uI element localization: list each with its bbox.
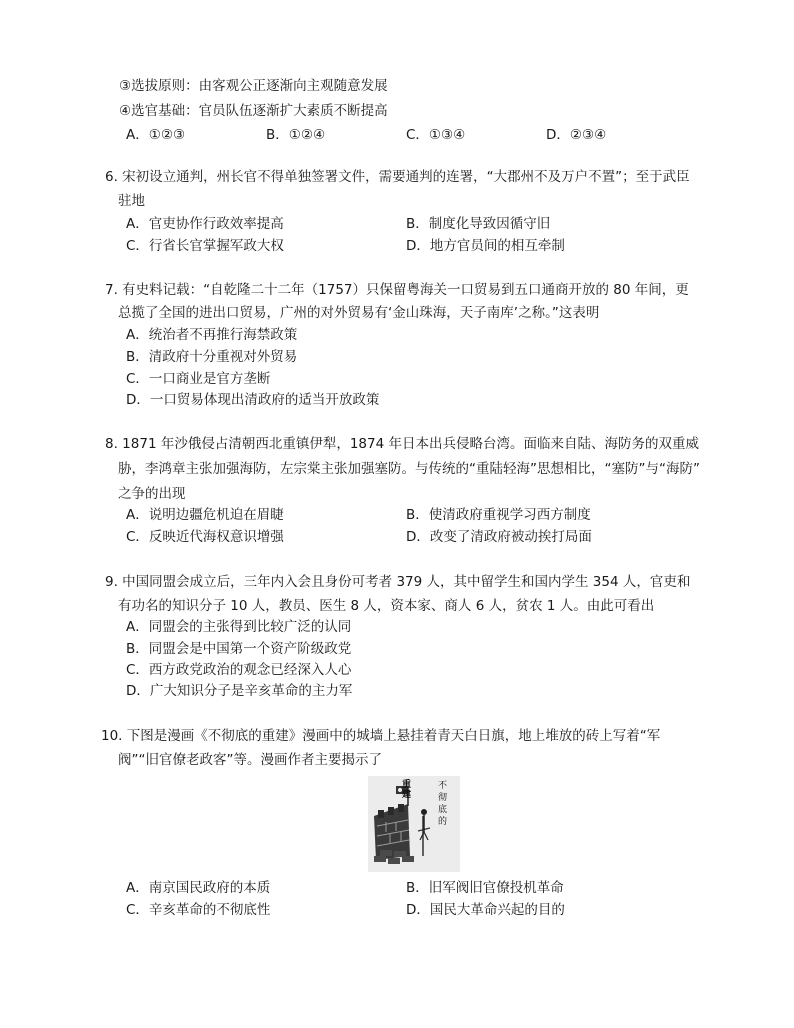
q10-option-b: B．旧军阀旧官僚投机革命 xyxy=(406,880,564,896)
q6-stem-line-1: 6. 宋初设立通判，州长官不得单独签署文件，需要通判的连署，“大郡州不及万户不置”；至于武臣 xyxy=(105,169,690,185)
q9-option-a: A．同盟会的主张得到比较广泛的认同 xyxy=(126,619,352,635)
q5-item-4: ④选官基础：官员队伍逐渐扩大素质不断提高 xyxy=(119,103,388,119)
q10-stem-line-1: 10. 下图是漫画《不彻底的重建》漫画中的城墙上悬挂着青天白日旗，地上堆放的砖上写着“军 xyxy=(101,728,661,744)
cartoon-char-jian: 建 xyxy=(402,790,412,800)
q7-stem-line-1: 7. 有史料记载：“自乾隆二十二年（1757）只保留粤海关一口贸易到五口通商开放的 80 年间，更 xyxy=(105,282,689,298)
q9-stem-line-1: 9. 中国同盟会成立后，三年内入会且身份可考者 379 人，其中留学生和国内学生 354 人，官吏和 xyxy=(105,574,691,590)
q9-option-b: B．同盟会是中国第一个资产阶级政党 xyxy=(126,641,352,657)
q8-option-b: B．使清政府重视学习西方制度 xyxy=(406,507,591,523)
q8-option-c: C．反映近代海权意识增强 xyxy=(126,529,284,545)
q10-option-c: C．辛亥革命的不彻底性 xyxy=(126,902,271,918)
q9-option-d: D．广大知识分子是辛亥革命的主力军 xyxy=(126,683,353,699)
q6-option-b: B．制度化导致因循守旧 xyxy=(406,216,551,232)
cartoon-char-zhong: 重 xyxy=(402,780,412,790)
cartoon-char-che: 彻 xyxy=(438,793,448,803)
q6-option-c: C．行省长官掌握军政大权 xyxy=(126,238,284,254)
cartoon-char-di: 底 xyxy=(438,805,448,815)
q5-option-b: B．①②④ xyxy=(266,127,326,143)
q10-stem-line-2: 阀”“旧官僚老政客”等。漫画作者主要揭示了 xyxy=(118,752,382,768)
q5-option-c: C．①③④ xyxy=(406,127,466,143)
q8-stem-line-3: 之争的出现 xyxy=(118,486,186,502)
q7-stem-line-2: 总揽了全国的进出口贸易，广州的对外贸易有‘金山珠海，天子南库’之称。”这表明 xyxy=(118,305,600,321)
q8-option-d: D．改变了清政府被动挨打局面 xyxy=(406,529,592,545)
q8-stem-line-1: 8. 1871 年沙俄侵占清朝西北重镇伊犁，1874 年日本出兵侵略台湾。面临来自陆、海防务的双重威 xyxy=(105,436,699,452)
q6-option-d: D．地方官员间的相互牵制 xyxy=(406,238,565,254)
q6-option-a: A．官吏协作行政效率提高 xyxy=(126,216,284,232)
q7-option-a: A．统治者不再推行海禁政策 xyxy=(126,327,298,343)
q8-stem-line-2: 胁，李鸿章主张加强海防，左宗棠主张加强塞防。与传统的“重陆轻海”思想相比，“塞防”与“海防” xyxy=(118,461,700,477)
q5-option-a: A．①②③ xyxy=(126,127,186,143)
q6-stem-line-2: 驻地 xyxy=(118,193,145,209)
q10-option-a: A．南京国民政府的本质 xyxy=(126,880,271,896)
q8-option-a: A．说明边疆危机迫在眉睫 xyxy=(126,507,284,523)
q5-option-d: D．②③④ xyxy=(546,127,607,143)
cartoon-char-de: 的 xyxy=(438,817,448,827)
cartoon-char-bu: 不 xyxy=(438,781,448,791)
q9-stem-line-2: 有功名的知识分子 10 人，教员、医生 8 人，资本家、商人 6 人，贫农 1 人。由此可看出 xyxy=(118,598,655,614)
cartoon-image xyxy=(368,776,460,872)
q7-option-b: B．清政府十分重视对外贸易 xyxy=(126,349,298,365)
q7-option-c: C．一口商业是官方垄断 xyxy=(126,371,271,387)
q10-option-d: D．国民大革命兴起的目的 xyxy=(406,902,565,918)
q7-option-d: D．一口贸易体现出清政府的适当开放政策 xyxy=(126,392,380,408)
q9-option-c: C．西方政党政治的观念已经深入人心 xyxy=(126,662,352,678)
q5-item-3: ③选拔原则：由客观公正逐渐向主观随意发展 xyxy=(119,78,388,94)
